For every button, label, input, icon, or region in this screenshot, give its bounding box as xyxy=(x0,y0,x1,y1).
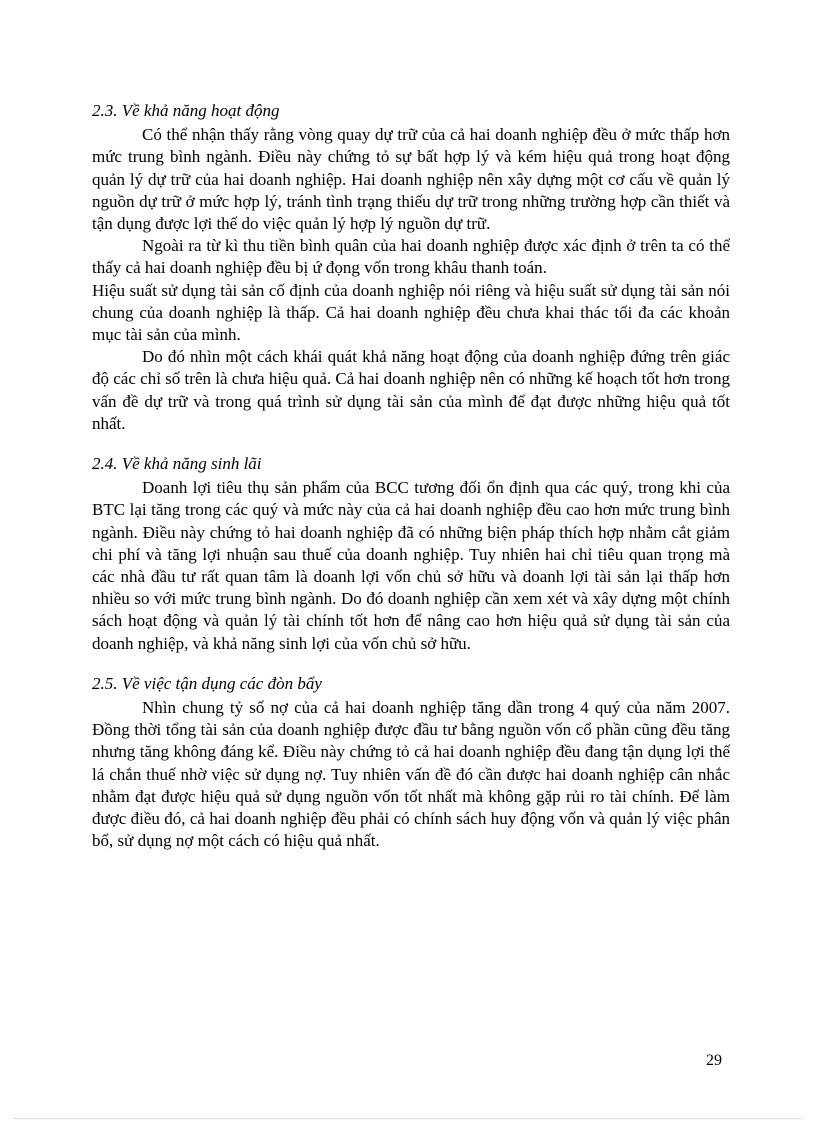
paragraph: Có thể nhận thấy rằng vòng quay dự trữ của cả hai doanh nghiệp đều ở mức thấp hơn mức trung bình ngành. Điều này chứng tỏ sự bất hợp lý và kém hiệu quả trong hoạt động quản lý dự trữ của hai doanh nghiệp. Hai doanh nghiệp nên xây dựng một cơ cấu về quản lý nguồn dự trữ ở mức hợp lý, tránh tình trạng thiếu dự trữ trong những trường hợp cần thiết và tận dụng được lợi thế do việc quản lý hợp lý nguồn dự trữ. xyxy=(92,125,730,234)
section-2-5 xyxy=(92,673,730,853)
document-body xyxy=(92,100,730,871)
section-2-4 xyxy=(92,453,730,655)
page-number: 29 xyxy=(706,1052,722,1069)
section-heading: 2.3. Về khả năng hoạt động xyxy=(92,101,280,120)
section-2-3 xyxy=(92,100,730,435)
paragraph: Doanh lợi tiêu thụ sản phẩm của BCC tương đối ổn định qua các quý, trong khi của BTC lại tăng trong các quý và mức này của cả hai doanh nghiệp đều cao hơn mức trung bình ngành. Điều này chứng tỏ hai doanh nghiệp đã có những biện pháp thích hợp nhằm cắt giảm chi phí và tăng lợi nhuận sau thuế của doanh nghiệp. Tuy nhiên hai chỉ tiêu quan trọng mà các nhà đầu tư rất quan tâm là doanh lợi vốn chủ sở hữu và doanh lợi tài sản lại thấp hơn nhiều so với mức trung bình ngành. Do đó doanh nghiệp cần xem xét và xây dựng một chính sách hoạt động và quản lý tài chính tốt hơn để nâng cao hơn hiệu quả sử dụng tài sản của doanh nghiệp, và khả năng sinh lợi của vốn chủ sở hữu. xyxy=(92,478,730,653)
paragraph: Hiệu suất sử dụng tài sản cố định của doanh nghiệp nói riêng và hiệu suất sử dụng tài sản nói chung của doanh nghiệp là thấp. Cả hai doanh nghiệp đều chưa khai thác tối đa các khoản mục tài sản của mình. xyxy=(92,280,730,345)
footer-divider xyxy=(14,1118,802,1119)
paragraph: Ngoài ra từ kì thu tiền bình quân của hai doanh nghiệp được xác định ở trên ta có thể thấy cả hai doanh nghiệp đều bị ứ đọng vốn trong khâu thanh toán. xyxy=(92,236,730,278)
section-heading: 2.4. Về khả năng sinh lãi xyxy=(92,454,262,474)
paragraph: Nhìn chung tỷ số nợ của cả hai doanh nghiệp tăng dần trong 4 quý của năm 2007. Đồng thời tổng tài sản của doanh nghiệp được đầu tư bằng nguồn vốn cổ phần cũng đều tăng nhưng tăng không đáng kể. Điều này chứng tỏ cả hai doanh nghiệp đều đang tận dụng lợi thế lá chắn thuế nhờ việc sử dụng nợ. Tuy nhiên vấn đề đó cần được hai doanh nghiệp cân nhắc nhằm đạt được hiệu quả sử dụng nguồn vốn tốt nhất mà không gặp rủi ro tài chính. Để làm được điều đó, cả hai doanh nghiệp đều phải có chính sách huy động vốn và quản lý việc phân bổ, sử dụng nợ một cách có hiệu quả nhất. xyxy=(92,698,730,851)
section-heading: 2.5. Về việc tận dụng các đòn bẩy xyxy=(92,673,322,693)
paragraph: Do đó nhìn một cách khái quát khả năng hoạt động của doanh nghiệp đứng trên giác độ các chỉ số trên là chưa hiệu quả. Cả hai doanh nghiệp nên có những kế hoạch tốt hơn trong vấn đề dự trữ và trong quá trình sử dụng tài sản của mình để đạt được những hiệu quả tốt nhất. xyxy=(92,347,730,433)
